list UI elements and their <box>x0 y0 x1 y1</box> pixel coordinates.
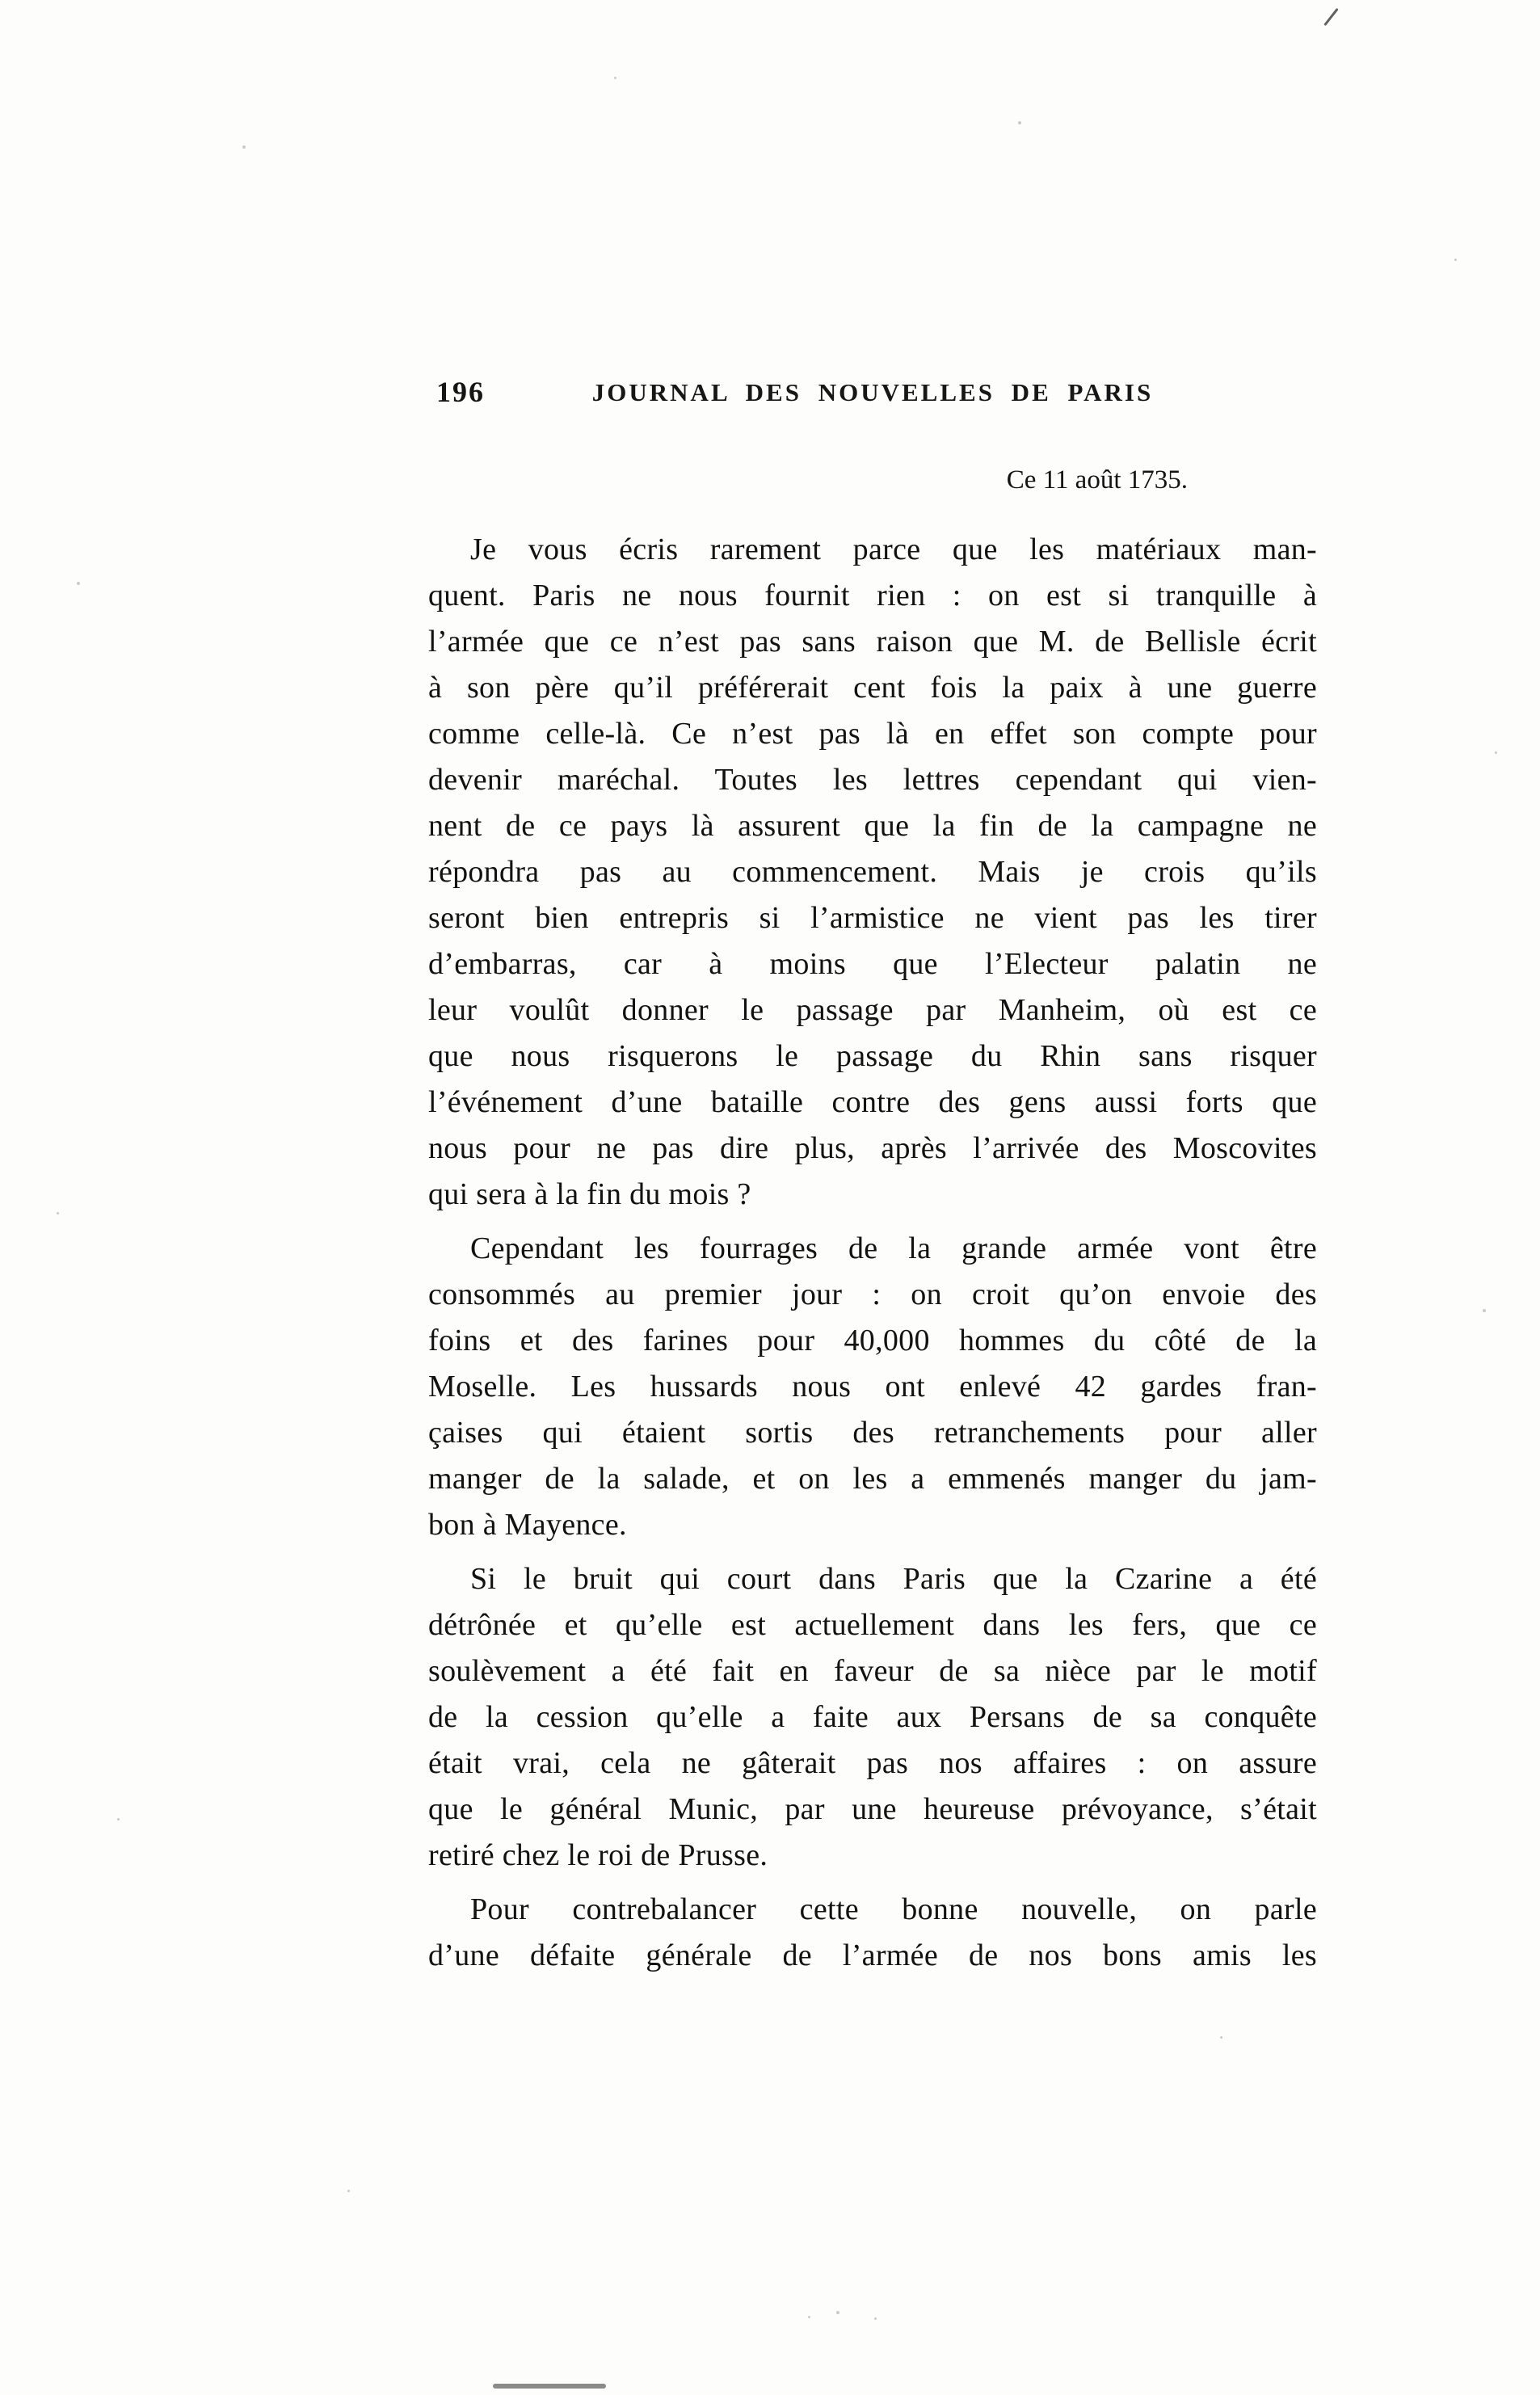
text-line: consommés au premier jour : on croit qu’on envoie des <box>428 1277 1317 1311</box>
text-line: Si le bruit qui court dans Paris que la Czarine a été <box>470 1562 1317 1596</box>
text-line: détrônée et qu’elle est actuellement dans les fers, que ce <box>428 1608 1317 1642</box>
scan-speck <box>117 1818 120 1820</box>
text-line: seront bien entrepris si l’armistice ne vient pas les tirer <box>428 901 1317 935</box>
scan-speck <box>347 2190 350 2192</box>
text-line: manger de la salade, et on les a emmenés manger du jam- <box>428 1462 1317 1496</box>
text-line: Moselle. Les hussards nous ont enlevé 42 gardes fran- <box>428 1370 1317 1404</box>
scan-speck <box>836 2311 839 2314</box>
text-line: Je vous écris rarement parce que les matériaux man- <box>470 532 1317 566</box>
text-line: l’événement d’une bataille contre des gens aussi forts que <box>428 1085 1317 1119</box>
text-line: soulèvement a été fait en faveur de sa nièce par le motif <box>428 1654 1317 1688</box>
scan-speck <box>614 77 616 79</box>
text-line: que nous risquerons le passage du Rhin sans risquer <box>428 1039 1317 1073</box>
paragraph <box>428 1887 1317 1979</box>
text-line: Cependant les fourrages de la grande armée vont être <box>470 1231 1317 1265</box>
text-line: leur voulût donner le passage par Manheim, où est ce <box>428 993 1317 1027</box>
dateline: Ce 11 août 1735. <box>1006 465 1188 495</box>
scan-scratch <box>1323 8 1338 26</box>
text-line: foins et des farines pour 40,000 hommes du côté de la <box>428 1324 1317 1357</box>
body-text <box>428 527 1317 1979</box>
scan-speck <box>1454 259 1457 261</box>
text-line: l’armée que ce n’est pas sans raison que M. de Bellisle écrit <box>428 625 1317 659</box>
text-line: de la cession qu’elle a faite aux Persans de sa conquête <box>428 1700 1317 1734</box>
page-number: 196 <box>436 376 485 408</box>
scan-speck <box>242 145 246 149</box>
text-line: répondra pas au commencement. Mais je crois qu’ils <box>428 855 1317 889</box>
text-line: comme celle-là. Ce n’est pas là en effet son compte pour <box>428 717 1317 751</box>
text-line: nous pour ne pas dire plus, après l’arrivée des Moscovites <box>428 1131 1317 1165</box>
text-line: d’une défaite générale de l’armée de nos bons amis les <box>428 1938 1317 1972</box>
scan-speck <box>1495 751 1497 754</box>
text-line: que le général Munic, par une heureuse prévoyance, s’était <box>428 1792 1317 1826</box>
scan-smudge <box>493 2384 606 2389</box>
text-line: était vrai, cela ne gâterait pas nos affaires : on assure <box>428 1746 1317 1780</box>
text-line: qui sera à la fin du mois ? <box>428 1177 751 1211</box>
running-title: JOURNAL DES NOUVELLES DE PARIS <box>591 378 1154 406</box>
text-line: d’embarras, car à moins que l’Electeur palatin ne <box>428 947 1317 981</box>
page-header <box>428 373 1317 414</box>
text-line: çaises qui étaient sortis des retranchements pour aller <box>428 1416 1317 1450</box>
paragraph <box>428 1226 1317 1548</box>
scan-speck <box>874 2317 877 2320</box>
text-line: à son père qu’il préférerait cent fois la paix à une guerre <box>428 671 1317 705</box>
scan-speck <box>57 1212 59 1214</box>
scan-speck <box>1018 121 1021 124</box>
paragraph <box>428 1556 1317 1879</box>
text-line: nent de ce pays là assurent que la fin de la campagne ne <box>428 809 1317 843</box>
scan-speck <box>77 582 80 585</box>
text-line: devenir maréchal. Toutes les lettres cependant qui vien- <box>428 763 1317 797</box>
paragraph <box>428 527 1317 1218</box>
scan-speck <box>808 2316 810 2318</box>
scan-speck <box>1220 2036 1222 2039</box>
text-line: retiré chez le roi de Prusse. <box>428 1838 768 1872</box>
text-line: quent. Paris ne nous fournit rien : on est si tranquille à <box>428 579 1317 612</box>
text-line: Pour contrebalancer cette bonne nouvelle, on parle <box>470 1892 1317 1926</box>
text-line: bon à Mayence. <box>428 1508 627 1542</box>
scan-speck <box>1483 1309 1486 1312</box>
